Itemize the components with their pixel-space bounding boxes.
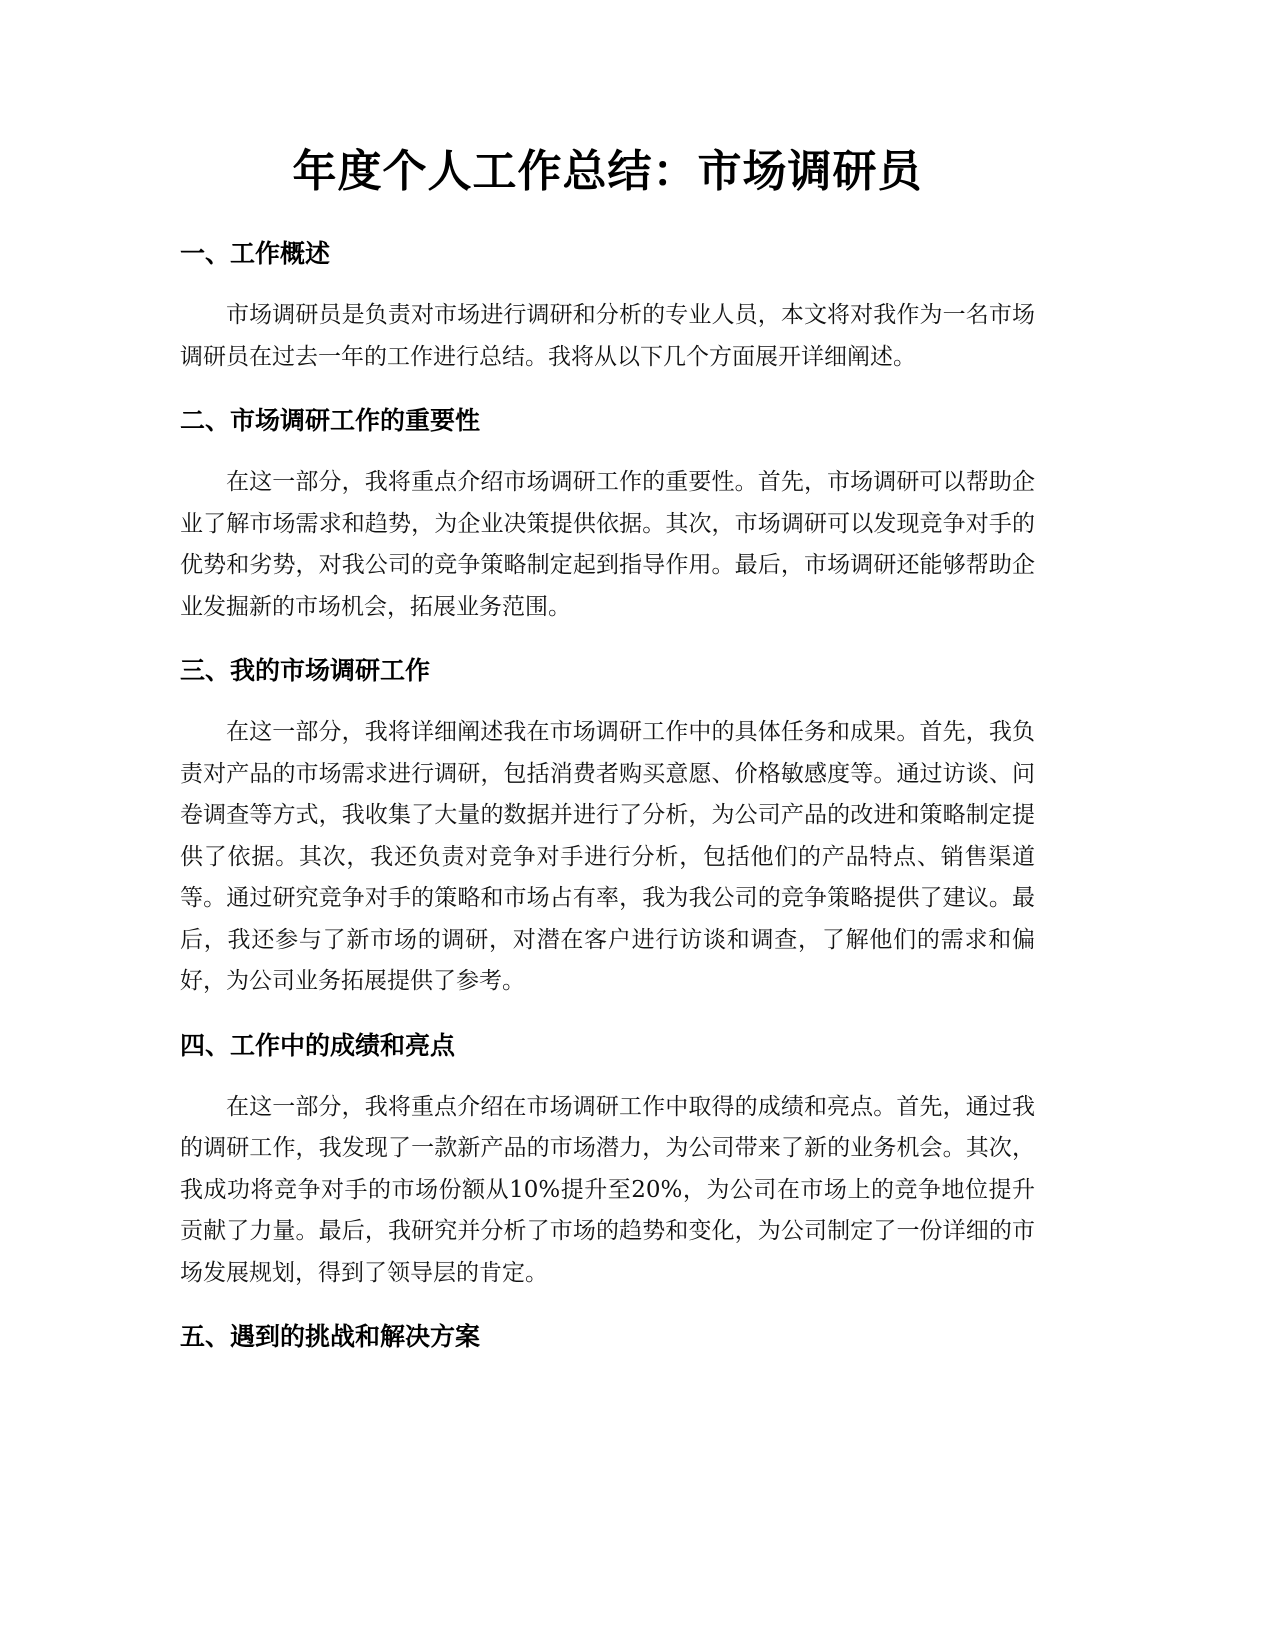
section-heading: 三、我的市场调研工作	[180, 656, 431, 685]
section-heading: 五、遇到的挑战和解决方案	[180, 1322, 481, 1351]
document-title: 年度个人工作总结：市场调研员	[292, 146, 923, 197]
section-paragraph: 在这一部分，我将重点介绍在市场调研工作中取得的成绩和亮点。首先，通过我的调研工作，我发现了一款新产品的市场潜力，为公司带来了新的业务机会。其次，我成功将竞争对手的市场份额从10%提升至20%，为公司在市场上的竞争地位提升贡献了力量。最后，我研究并分析了市场的趋势和变化，为公司制定了一份详细的市场发展规划，得到了领导层的肯定。	[180, 1093, 1035, 1286]
section-paragraph: 在这一部分，我将重点介绍市场调研工作的重要性。首先，市场调研可以帮助企业了解市场需求和趋势，为企业决策提供依据。其次，市场调研可以发现竞争对手的优势和劣势，对我公司的竞争策略制定起到指导作用。最后，市场调研还能够帮助企业发掘新的市场机会，拓展业务范围。	[180, 469, 1035, 620]
section-heading: 四、工作中的成绩和亮点	[180, 1030, 456, 1060]
section-overview	[180, 237, 1035, 378]
section-my-work	[180, 654, 1035, 1003]
section-paragraph: 市场调研员是负责对市场进行调研和分析的专业人员，本文将对我作为一名市场调研员在过去一年的工作进行总结。我将从以下几个方面展开详细阐述。	[180, 302, 1035, 370]
section-challenges	[180, 1320, 1035, 1354]
section-importance	[180, 404, 1035, 628]
section-heading: 二、市场调研工作的重要性	[180, 406, 481, 435]
section-paragraph: 在这一部分，我将详细阐述我在市场调研工作中的具体任务和成果。首先，我负责对产品的市场需求进行调研，包括消费者购买意愿、价格敏感度等。通过访谈、问卷调查等方式，我收集了大量的数据并进行了分析，为公司产品的改进和策略制定提供了依据。其次，我还负责对竞争对手进行分析，包括他们的产品特点、销售渠道等。通过研究竞争对手的策略和市场占有率，我为我公司的竞争策略提供了建议。最后，我还参与了新市场的调研，对潜在客户进行访谈和调查，了解他们的需求和偏好，为公司业务拓展提供了参考。	[180, 719, 1035, 994]
document-page	[180, 140, 1035, 1354]
section-achievements	[180, 1029, 1035, 1295]
section-heading: 一、工作概述	[180, 239, 331, 268]
